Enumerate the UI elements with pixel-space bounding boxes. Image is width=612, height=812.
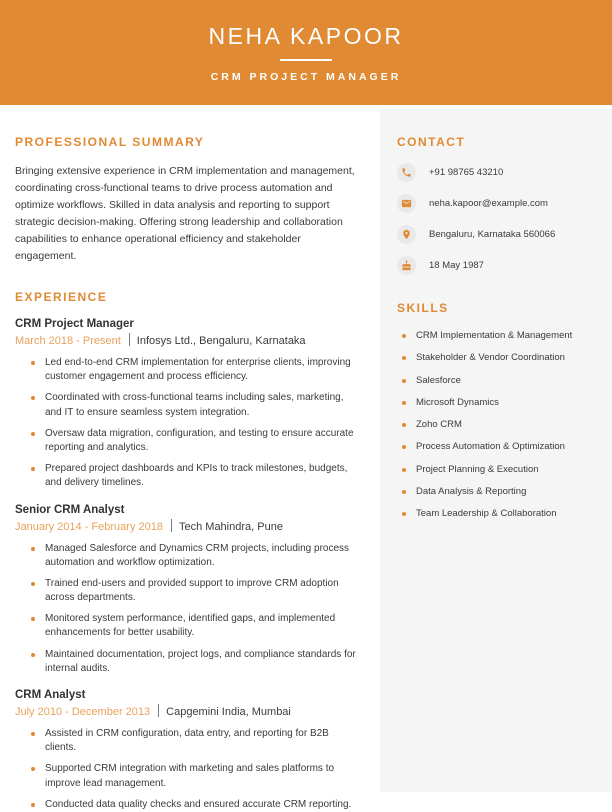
experience-heading: EXPERIENCE	[15, 290, 108, 304]
job-title: Senior CRM Analyst	[15, 503, 125, 516]
contact-location: Bengaluru, Karnataka 560066	[429, 229, 556, 240]
summary-heading: PROFESSIONAL SUMMARY	[15, 135, 205, 149]
contact-item-birthday	[397, 256, 598, 275]
job-company: Capgemini India, Mumbai	[166, 706, 291, 718]
skills-list	[397, 329, 598, 521]
birthday-icon	[397, 256, 416, 275]
experience-section	[15, 290, 358, 812]
job-bullet: Led end-to-end CRM implementation for enterprise clients, improving customer engagement and process efficiency.	[15, 356, 358, 384]
job-bullet-list	[15, 542, 358, 677]
job-dates: July 2010 - December 2013	[15, 706, 151, 718]
job-meta	[15, 519, 358, 533]
job-entry	[15, 689, 358, 812]
main-column	[0, 105, 380, 810]
job-bullet: Prepared project dashboards and KPIs to track milestones, budgets, and delivery timelines.	[15, 462, 358, 490]
job-meta	[15, 333, 358, 347]
person-name: NEHA KAPOOR	[208, 22, 404, 49]
job-bullet: Managed Salesforce and Dynamics CRM projects, including process automation and workflow optimization.	[15, 542, 358, 570]
job-bullet: Trained end-users and provided support to improve CRM adoption across departments.	[15, 577, 358, 605]
meta-separator	[171, 519, 172, 532]
job-meta	[15, 704, 358, 718]
job-bullet: Maintained documentation, project logs, and compliance standards for internal audits.	[15, 648, 358, 676]
phone-icon	[397, 163, 416, 182]
summary-text: Bringing extensive experience in CRM implementation and management, coordinating cross-functional teams to drive process automation and optimize workflows. Skilled in data analysis and reporting to support strategic decision-making. Offering strong leadership and collaboration capabilities to enhance operational efficiency and stakeholder engagement.	[15, 165, 355, 262]
person-job-title: CRM PROJECT MANAGER	[210, 70, 402, 83]
contact-email: neha.kapoor@example.com	[429, 198, 548, 209]
job-bullet: Assisted in CRM configuration, data entry, and reporting for B2B clients.	[15, 727, 358, 755]
skill-item: Project Planning & Execution	[397, 463, 593, 476]
skill-item: Salesforce	[397, 374, 593, 387]
contact-birthday: 18 May 1987	[429, 260, 484, 271]
job-title: CRM Analyst	[15, 689, 86, 701]
skill-item: Data Analysis & Reporting	[397, 485, 593, 498]
name-divider	[280, 59, 332, 61]
skills-section	[397, 301, 598, 521]
contact-item-email	[397, 194, 598, 213]
job-bullet: Monitored system performance, identified gaps, and implemented enhancements for better usability.	[15, 612, 358, 640]
job-title: CRM Project Manager	[15, 318, 134, 330]
summary-section	[15, 135, 358, 265]
job-bullet: Coordinated with cross-functional teams including sales, marketing, and IT to ensure seamless system integration.	[15, 391, 358, 419]
skill-item: Team Leadership & Collaboration	[397, 507, 593, 520]
job-entry	[15, 504, 358, 677]
job-entry	[15, 318, 358, 491]
job-company: Infosys Ltd., Bengaluru, Karnataka	[136, 335, 306, 347]
skill-item: Stakeholder & Vendor Coordination	[397, 351, 593, 364]
contact-section	[397, 135, 598, 275]
job-company: Tech Mahindra, Pune	[178, 520, 283, 533]
meta-separator	[129, 333, 130, 346]
header-band	[0, 0, 612, 105]
email-icon	[397, 194, 416, 213]
contact-phone: +91 98765 43210	[429, 167, 504, 178]
job-bullet: Oversaw data migration, configuration, and testing to ensure accurate reporting and analytics.	[15, 427, 358, 455]
job-bullet: Conducted data quality checks and ensured accurate CRM reporting.	[15, 798, 358, 812]
skills-heading: SKILLS	[397, 301, 449, 315]
sidebar	[380, 109, 612, 792]
skill-item: Zoho CRM	[397, 418, 593, 431]
contact-heading: CONTACT	[397, 135, 466, 149]
skill-item: CRM Implementation & Management	[397, 329, 593, 342]
location-icon	[397, 225, 416, 244]
skill-item: Microsoft Dynamics	[397, 396, 593, 409]
contact-item-location	[397, 225, 598, 244]
meta-separator	[158, 704, 159, 717]
job-dates: March 2018 - Present	[15, 335, 121, 347]
job-bullet-list	[15, 727, 358, 812]
job-bullet-list	[15, 356, 358, 491]
contact-item-phone	[397, 163, 598, 182]
job-bullet: Supported CRM integration with marketing and sales platforms to improve lead management.	[15, 762, 358, 790]
skill-item: Process Automation & Optimization	[397, 440, 593, 453]
job-dates: January 2014 - February 2018	[15, 520, 163, 533]
